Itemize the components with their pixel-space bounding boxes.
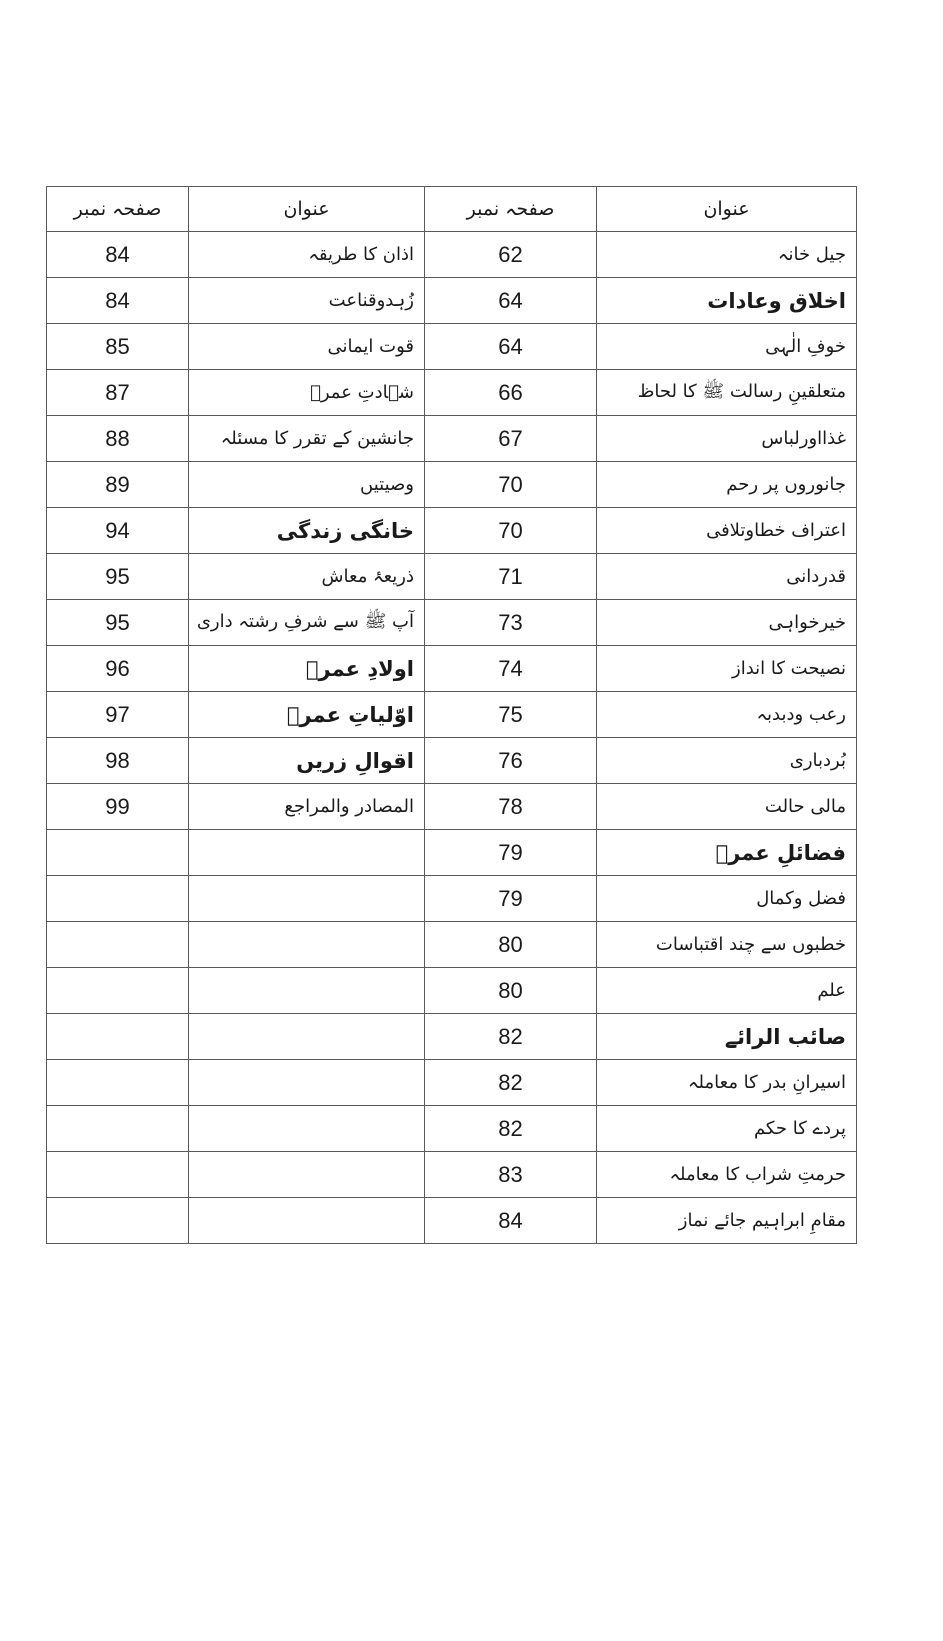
right-page-number: 78 xyxy=(425,784,597,830)
left-page-number xyxy=(47,830,189,876)
left-entry-title: المصادر والمراجع xyxy=(189,784,425,830)
right-entry-title: خطبوں سے چند اقتباسات xyxy=(597,922,857,968)
left-page-number xyxy=(47,1152,189,1198)
left-page-number: 95 xyxy=(47,554,189,600)
table-row xyxy=(47,1198,857,1244)
table-row xyxy=(47,554,857,600)
right-page-number: 71 xyxy=(425,554,597,600)
right-page-number: 82 xyxy=(425,1014,597,1060)
left-entry-title xyxy=(189,1106,425,1152)
right-page-number: 80 xyxy=(425,922,597,968)
right-entry-title: صائب الرائے xyxy=(597,1014,857,1060)
left-page-number xyxy=(47,1106,189,1152)
right-page-number: 76 xyxy=(425,738,597,784)
left-page-number: 97 xyxy=(47,692,189,738)
table-row xyxy=(47,416,857,462)
right-page-number: 64 xyxy=(425,278,597,324)
left-page-number: 96 xyxy=(47,646,189,692)
left-entry-title: آپ ﷺ سے شرفِ رشتہ داری xyxy=(189,600,425,646)
right-page-number: 82 xyxy=(425,1106,597,1152)
left-page-number xyxy=(47,1198,189,1244)
left-page-number: 85 xyxy=(47,324,189,370)
header-page-number-left: صفحہ نمبر xyxy=(47,187,189,232)
left-entry-title: اذان کا طریقہ xyxy=(189,232,425,278)
right-page-number: 67 xyxy=(425,416,597,462)
table-row xyxy=(47,968,857,1014)
right-entry-title: خوفِ الٰہی xyxy=(597,324,857,370)
right-entry-title: اخلاق وعادات xyxy=(597,278,857,324)
right-page-number: 75 xyxy=(425,692,597,738)
right-entry-title: مالی حالت xyxy=(597,784,857,830)
left-page-number: 88 xyxy=(47,416,189,462)
left-entry-title: وصیتیں xyxy=(189,462,425,508)
right-entry-title: قدردانی xyxy=(597,554,857,600)
right-entry-title: خیرخواہی xyxy=(597,600,857,646)
header-title-right: عنوان xyxy=(597,187,857,232)
right-entry-title: حرمتِ شراب کا معاملہ xyxy=(597,1152,857,1198)
left-entry-title: قوت ایمانی xyxy=(189,324,425,370)
left-entry-title xyxy=(189,968,425,1014)
right-entry-title: اسیرانِ بدر کا معاملہ xyxy=(597,1060,857,1106)
table-row xyxy=(47,462,857,508)
left-entry-title xyxy=(189,1014,425,1060)
right-page-number: 84 xyxy=(425,1198,597,1244)
left-page-number xyxy=(47,922,189,968)
left-page-number: 84 xyxy=(47,278,189,324)
left-entry-title xyxy=(189,876,425,922)
left-entry-title: جانشین کے تقرر کا مسئلہ xyxy=(189,416,425,462)
table-row xyxy=(47,324,857,370)
table-row xyxy=(47,922,857,968)
left-page-number: 89 xyxy=(47,462,189,508)
table-row xyxy=(47,830,857,876)
table-row xyxy=(47,784,857,830)
toc-body xyxy=(47,232,857,1244)
right-page-number: 79 xyxy=(425,876,597,922)
right-page-number: 70 xyxy=(425,462,597,508)
right-entry-title: فضائلِ عمرؓ xyxy=(597,830,857,876)
left-entry-title: شہادتِ عمرؓ xyxy=(189,370,425,416)
right-page-number: 83 xyxy=(425,1152,597,1198)
right-entry-title: نصیحت کا انداز xyxy=(597,646,857,692)
right-page-number: 82 xyxy=(425,1060,597,1106)
left-entry-title xyxy=(189,922,425,968)
table-of-contents xyxy=(46,186,856,1244)
table-row xyxy=(47,738,857,784)
right-entry-title: جانوروں پر رحم xyxy=(597,462,857,508)
right-entry-title: متعلقینِ رسالت ﷺ کا لحاظ xyxy=(597,370,857,416)
left-page-number: 95 xyxy=(47,600,189,646)
table-row xyxy=(47,692,857,738)
left-entry-title xyxy=(189,1152,425,1198)
header-title-left: عنوان xyxy=(189,187,425,232)
right-page-number: 79 xyxy=(425,830,597,876)
right-page-number: 64 xyxy=(425,324,597,370)
left-entry-title xyxy=(189,1060,425,1106)
table-row xyxy=(47,508,857,554)
right-entry-title: اعتراف خطاوتلافی xyxy=(597,508,857,554)
table-row xyxy=(47,1014,857,1060)
table-row xyxy=(47,278,857,324)
left-page-number xyxy=(47,1014,189,1060)
table-row xyxy=(47,600,857,646)
right-page-number: 66 xyxy=(425,370,597,416)
table-row xyxy=(47,232,857,278)
left-page-number: 87 xyxy=(47,370,189,416)
right-entry-title: بُردباری xyxy=(597,738,857,784)
left-page-number: 94 xyxy=(47,508,189,554)
left-entry-title: اوّلیاتِ عمرؓ xyxy=(189,692,425,738)
table-row xyxy=(47,646,857,692)
table-row xyxy=(47,876,857,922)
right-page-number: 80 xyxy=(425,968,597,1014)
right-entry-title: فضل وکمال xyxy=(597,876,857,922)
left-page-number xyxy=(47,1060,189,1106)
right-entry-title: علم xyxy=(597,968,857,1014)
right-entry-title: مقامِ ابراہیم جائے نماز xyxy=(597,1198,857,1244)
right-page-number: 74 xyxy=(425,646,597,692)
left-entry-title: اقوالِ زریں xyxy=(189,738,425,784)
table-row xyxy=(47,1152,857,1198)
header-page-number-right: صفحہ نمبر xyxy=(425,187,597,232)
left-entry-title xyxy=(189,1198,425,1244)
left-page-number: 84 xyxy=(47,232,189,278)
right-entry-title: غذااورلباس xyxy=(597,416,857,462)
left-entry-title: خانگی زندگی xyxy=(189,508,425,554)
table-row xyxy=(47,370,857,416)
left-entry-title: اولادِ عمرؓ xyxy=(189,646,425,692)
right-page-number: 62 xyxy=(425,232,597,278)
right-entry-title: پردے کا حکم xyxy=(597,1106,857,1152)
right-page-number: 70 xyxy=(425,508,597,554)
left-page-number xyxy=(47,876,189,922)
right-page-number: 73 xyxy=(425,600,597,646)
right-entry-title: رعب ودبدبہ xyxy=(597,692,857,738)
table-row xyxy=(47,1060,857,1106)
left-entry-title: زُہدوقناعت xyxy=(189,278,425,324)
toc-header-row xyxy=(47,187,857,232)
left-page-number: 98 xyxy=(47,738,189,784)
left-page-number xyxy=(47,968,189,1014)
toc-table xyxy=(46,186,857,1244)
left-entry-title xyxy=(189,830,425,876)
left-entry-title: ذریعۂ معاش xyxy=(189,554,425,600)
table-row xyxy=(47,1106,857,1152)
right-entry-title: جیل خانہ xyxy=(597,232,857,278)
left-page-number: 99 xyxy=(47,784,189,830)
